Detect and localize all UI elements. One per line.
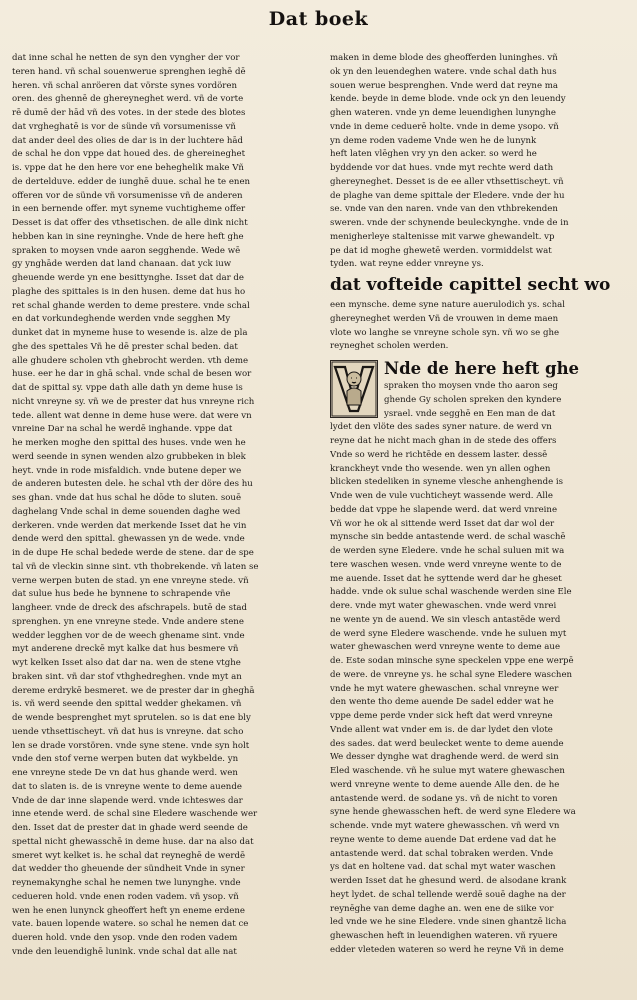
text-line: vppe deme perde vnder sick heft dat werd vnreyne <box>330 711 553 721</box>
text-line: heyt lydet. de schal tellende werdē souē daghe na der <box>330 889 566 900</box>
text-line: offeren vor de sünde vñ vorsumenisse vñ de anderen <box>12 190 243 201</box>
text-line: spraken tho moysen vnde tho aaron seg <box>384 381 558 391</box>
text-line: de plaghe van deme spittale der Eledere. vnde der hu <box>330 190 565 201</box>
text-line: werd seende in synen wenden alzo grubbeken in blek <box>12 451 246 462</box>
text-line: ysrael. vnde segghē en Een man de dat <box>384 408 556 419</box>
text-line: vnde den stof verne werpen buten dat wykbelde. yn <box>12 754 239 765</box>
text-line: ret schal ghande werden to deme prestere. vnde schal <box>12 300 250 311</box>
text-line: Desset is dat offer des vthsetischen. de alle dink nicht <box>12 218 248 228</box>
text-line: maken in deme blode des gheofferden luninghes. vñ <box>330 53 558 63</box>
text-line: tal vñ de vleckin sinne sint. vth thobrekende. vñ laten se <box>12 561 259 572</box>
text-line: rē dumē der hād vñ des votes. in der stede des blotes <box>12 108 246 118</box>
text-line: dat de spittal sy. vppe dath alle dath yn deme huse is <box>12 383 243 393</box>
text-line: reynemakynghe schal he nemen twe lunynghe. vnde <box>12 878 241 888</box>
text-line: kende. beyde in deme blode. vnde ock yn den leuendy <box>330 94 566 105</box>
text-line: oren. des ghennē de ghereyneghet werd. vñ de vorte <box>12 94 244 105</box>
text-line: se. vnde van den naren. vnde van den vthbrekenden <box>330 204 558 215</box>
text-line: vnreine Dar na schal he werdē inghande. vppe dat <box>12 424 233 435</box>
text-line: ghe des spettales Vñ he dē prester schal beden. dat <box>12 341 238 352</box>
text-line: de wende besprenghet myt sprutelen. so is dat ene bly <box>12 713 251 723</box>
text-line: dat ander deel des olies de dar is in der luchtere hād <box>12 135 244 146</box>
text-line: tede. allent wat denne in deme huse were. dat were vn <box>12 410 252 421</box>
text-line: dende werd den spittal. ghewassen yn de wede. vnde <box>12 534 245 545</box>
text-line: led vnde we he sine Eledere. vnde sinen ghantzē licha <box>330 917 567 928</box>
text-line: he merken moghe den spittal des huses. vnde wen he <box>12 438 246 448</box>
chapter-heading: dat vofteide capittel secht wo <box>330 275 611 295</box>
text-line: de dertelduve. edder de iunghē duue. schal he te enen <box>12 176 251 187</box>
text-line: de werden syne Eledere. vnde he schal suluen mit wa <box>330 546 565 556</box>
text-line: werden Isset dat he ghesund werd. de alsodane krank <box>330 876 567 886</box>
text-line: de. Este sodan minsche syne speckelen vppe ene werpē <box>330 656 574 666</box>
text-line: We desser dynghe wat draghende werd. de werd sin <box>330 752 559 763</box>
text-line: dueren hold. vnde den ysop. vnde den roden vadem <box>12 933 238 943</box>
text-line: alle ghudere scholen vth ghebrocht werden. vth deme <box>12 355 249 366</box>
text-line: heyt. vnde in rode misfaldich. vnde butene deper we <box>12 465 242 476</box>
decorated-initial-icon <box>330 360 378 418</box>
text-line: myt anderene dreckē myt kalke dat hus besmere vñ <box>12 644 239 655</box>
text-line: heren. vñ schal anröeren dat vörste synes vordören <box>12 80 237 91</box>
chapter-body <box>330 358 626 958</box>
text-line: Vnde wen de vule vuchticheyt wassende werd. Alle <box>330 491 553 501</box>
left-column <box>12 52 312 960</box>
page-title: Dat boek <box>268 8 369 30</box>
text-line: len se drade vorstören. vnde syne stene. vnde syn holt <box>12 740 250 751</box>
text-line: reynēghe van deme daghe an. wen ene de siike vor <box>330 903 554 914</box>
text-line: dat inne schal he netten de syn den vyngher der vor <box>12 53 240 63</box>
text-line: den wente tho deme auende De sadel edder wat he <box>330 697 554 708</box>
text-line: smeret wyt kelket is. he schal dat reyneghē de werdē <box>12 850 246 861</box>
text-line: reyne wente to deme auende Dat erdene vad dat he <box>330 834 557 845</box>
right-column <box>330 52 626 958</box>
text-line: dat vrgheghatē is vor de sünde vñ vorsumenisse vñ <box>12 121 236 132</box>
text-line: cedueren hold. vnde enen roden vadem. vñ ysop. vñ <box>12 891 239 902</box>
text-line: braken sint. vñ dar stof vthghedreghen. vnde myt an <box>12 671 242 682</box>
text-line: huse. eer he dar in ghā schal. vnde schal de besen wor <box>12 369 252 380</box>
text-line: schende. vnde myt watere ghewasschen. vñ werd vn <box>330 821 560 831</box>
chapter-summary <box>330 299 626 354</box>
text-line: Vnde de dar inne slapende werd. vnde ichteswes dar <box>12 795 243 806</box>
text-line: vlote wo langhe se vnreyne schole syn. vñ wo se ghe <box>330 327 560 338</box>
text-line: in een bernende offer. myt syneme vuchtigheme offer <box>12 204 246 215</box>
text-line: souen werue besprenghen. Vnde werd dat reyne ma <box>330 80 559 91</box>
text-line: reyneghet scholen werden. <box>330 341 449 352</box>
text-line: tyden. wat reyne edder vnreyne ys. <box>330 259 484 270</box>
text-line: Eled waschende. vñ he sulue myt watere ghewaschen <box>330 766 565 776</box>
text-line: bedde dat vppe he slapende werd. dat werd vnreine <box>330 504 558 515</box>
text-line: menigherleye staltenisse mit varwe ghewandelt. vp <box>330 231 555 242</box>
text-line: ghen wateren. vnde yn deme leuendighen lunynghe <box>330 108 556 118</box>
text-line: spettal nicht ghewasschē in deme huse. dar na also dat <box>12 836 254 847</box>
text-line: lydet den vlöte des sades syner nature. de werd vn <box>330 422 552 433</box>
text-line: dat to slaten is. de is vnreyne wente to deme auende <box>12 781 242 792</box>
text-line: gy ynghāde werden dat land chanaan. dat yck iuw <box>12 259 232 270</box>
text-line: pe dat id moghe ghewetē werden. vormiddelst wat <box>330 245 552 256</box>
text-line: wyt kelken Isset also dat dar na. wen de stene vtghe <box>12 658 241 668</box>
text-line: wedder legghen vor de de weech ghename sint. vnde <box>12 630 245 641</box>
text-line: een mynsche. deme syne nature auerulodich ys. schal <box>330 300 566 310</box>
chapter-text <box>330 421 626 957</box>
text-line: de anderen butesten dele. he schal vth der döre des hu <box>12 479 253 490</box>
text-line: is. vppe dat he den here vor ene beheghelik make Vñ <box>12 163 244 173</box>
text-line: ghereyneghet werden Vñ de vrouwen in deme maen <box>330 313 559 324</box>
text-line: vnde in deme ceduerē holte. vnde in deme ysopo. vñ <box>330 121 559 132</box>
text-line: in de dupe He schal bedede werde de stene. dar de spe <box>12 548 254 558</box>
text-line: derkeren. vnde werden dat merkende Isset dat he vin <box>12 520 247 531</box>
text-line: syne hende ghewasschen heft. de werd syne Eledere wa <box>330 807 576 818</box>
text-line: mynsche sin bedde antastende werd. de schal waschē <box>330 532 566 543</box>
text-line: de werd syne Eledere waschende. vnde he suluen myt <box>330 628 567 639</box>
text-line: dat sulue hus bede he bynnene to schrapende vñe <box>12 589 231 600</box>
text-line: hebben kan in sine reyninghe. Vnde de here heft ghe <box>12 231 244 242</box>
text-line: ghende Gy scholen spreken den kyndere <box>384 394 562 405</box>
text-line: de schal he don vppe dat houed des. de ghereineghet <box>12 149 246 160</box>
text-line: teren hand. vñ schal souenwerue sprenghen ieghē dē <box>12 66 246 77</box>
text-line: antastende werd. dat schal tobraken werden. Vnde <box>330 848 554 859</box>
text-line: byddende vor dat hues. vnde myt rechte werd dath <box>330 163 554 173</box>
text-line: ok yn den leuendeghen watere. vnde schal dath hus <box>330 66 557 77</box>
text-line: ne wente yn de auend. We sin vlesch antastēde werd <box>330 614 561 625</box>
text-line: ghewaschen heft in leuendighen wateren. vñ ryuere <box>330 931 558 941</box>
text-line: en dat vorkundeghende werden vnde segghen My <box>12 314 231 325</box>
text-line: vnde he myt watere ghewaschen. schal vnreyne wer <box>330 683 559 694</box>
right-column-text-before <box>330 52 626 272</box>
text-line: is. vñ werd seende den spittal wedder ghekamen. vñ <box>12 699 242 710</box>
text-line: Vnde allent wat vnder em is. de dar lydet den vlote <box>330 724 553 735</box>
text-line: uende vthsettischeyt. vñ dat hus is vnreyne. dat scho <box>12 726 244 737</box>
text-line: ene vnreyne stede De vn dat hus ghande werd. wen <box>12 768 238 778</box>
text-line: vate. bauen lopende watere. so schal he nemen dat ce <box>12 919 249 930</box>
text-line: ses ghan. vnde dat hus schal he dōde to sluten. souē <box>12 493 242 503</box>
text-line: me auende. Isset dat he syttende werd dar he gheset <box>330 573 562 584</box>
text-line: water ghewaschen werd vnreyne wente to deme aue <box>330 642 561 653</box>
text-line: de were. de vnreyne ys. he schal syne Eledere waschen <box>330 669 573 680</box>
text-line: daghelang Vnde schal in deme souenden daghe wed <box>12 506 241 517</box>
text-line: sweren. vnde der schynende beuleckynghe. vnde de in <box>330 218 569 228</box>
text-line: kranckheyt vnde tho wesende. wen yn allen oghen <box>330 463 551 474</box>
text-line: tere waschen wesen. vnde werd vnreyne wente to de <box>330 559 562 570</box>
text-line: inne etende werd. de schal sine Eledere waschende wer <box>12 809 258 820</box>
text-line: ghereyneghet. Desset is de ee aller vthsettischeyt. vñ <box>330 176 564 187</box>
text-line: nicht vnreyne sy. vñ we de prester dat hus vnreyne rich <box>12 396 255 407</box>
text-line: vnde den leuendighē lunink. vnde schal dat alle nat <box>12 946 237 957</box>
text-line: sprenghen. yn ene vnreyne stede. Vnde andere stene <box>12 616 244 627</box>
text-line: den. Isset dat de prester dat in ghade werd seende de <box>12 823 248 833</box>
text-line: Vnde so werd he richtēde en dessem laster. dessē <box>330 449 548 460</box>
text-line: werd vnreyne wente to deme auende Alle den. de he <box>330 779 560 790</box>
text-line: Vñ wor he ok al sittende werd Isset dat dar wol der <box>330 518 555 529</box>
text-line: dat wedder tho gheuende der sündheit Vnde in syner <box>12 864 245 875</box>
text-line: gheuende werde yn ene besittynghe. Isset dat dar de <box>12 273 244 283</box>
text-line: verne werpen buten de stad. yn ene vnreyne stede. vñ <box>12 575 249 586</box>
chapter-opening: Nde de here heft ghe <box>384 359 580 378</box>
text-line: plaghe des spittales is in den husen. deme dat hus ho <box>12 286 246 297</box>
text-line: langheer. vnde de dreck des afschrapels. butē de stad <box>12 603 248 613</box>
text-line: des sades. dat werd beulecket wente to deme auende <box>330 738 564 749</box>
text-line: edder vleteden wateren so werd he reyne Vñ in deme <box>330 944 564 955</box>
text-line: dunket dat in myneme huse to wesende is. alze de pla <box>12 328 248 338</box>
text-line: hadde. vnde ok sulue schal waschende werden sine Ele <box>330 587 572 598</box>
text-line: heft laten vlēghen vry yn den acker. so werd he <box>330 149 537 160</box>
text-line: antastende werd. de sodane ys. vñ de nicht to voren <box>330 793 558 804</box>
text-line: blicken stedeliken in syneme vlesche anhenghende is <box>330 477 564 488</box>
text-line: wen he enen lunynck gheoffert heft yn eneme erdene <box>12 905 245 916</box>
text-line: reyne dat he nicht mach ghan in de stede des offers <box>330 436 557 446</box>
text-line: dere. vnde myt water ghewaschen. vnde werd vnrei <box>330 601 557 611</box>
text-line: yn deme roden vademe Vnde wen he de lunynk <box>330 135 537 146</box>
text-line: dereme erdrykē besmeret. we de prester dar in gheghā <box>12 685 255 696</box>
text-line: ys dat en holtene vad. dat schal myt water waschen <box>330 862 556 873</box>
text-line: spraken to moysen vnde aaron segghende. Wede wē <box>12 245 241 256</box>
